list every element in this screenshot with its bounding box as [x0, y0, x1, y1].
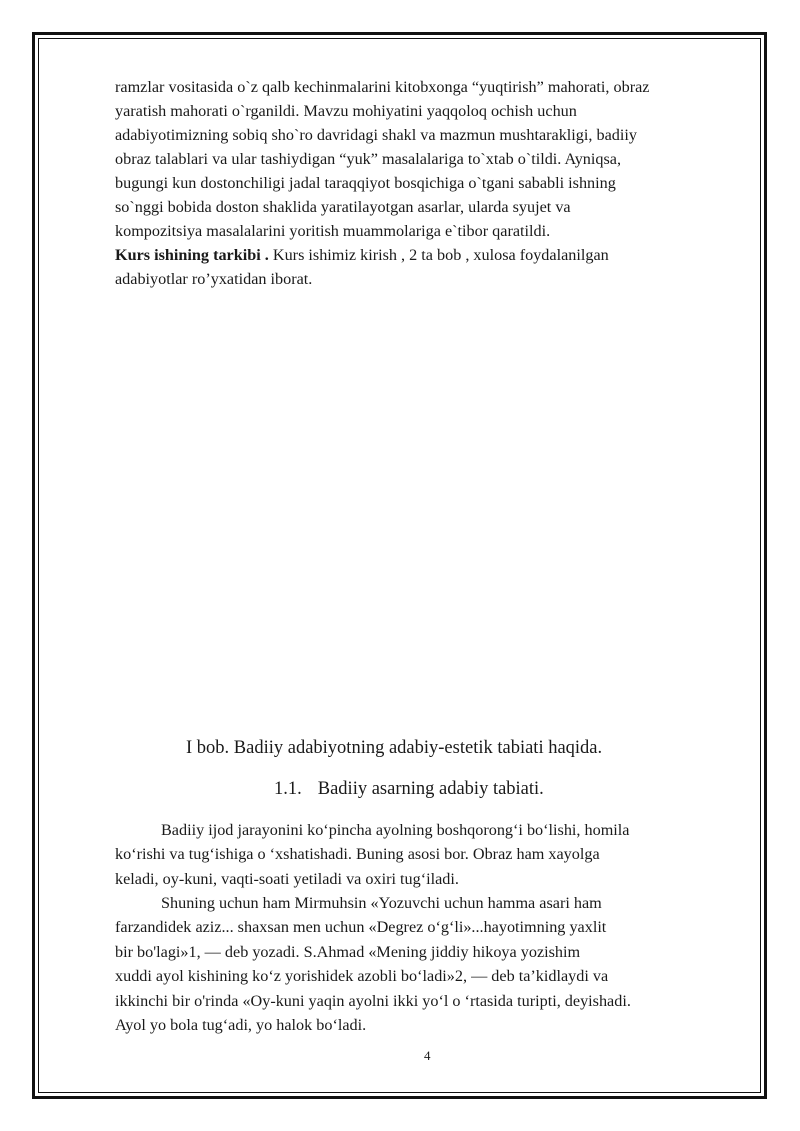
structure-line [115, 245, 609, 265]
structure-label: Kurs ishining tarkibi . [115, 246, 269, 264]
section-title: Badiiy asarning adabiy tabiati. [317, 779, 544, 799]
structure-line-2: adabiyotlar ro’yxatidan iborat. [115, 270, 313, 288]
page-number: 4 [424, 1048, 431, 1063]
body-line-9: Ayol yo bola tug‘adi, yo halok bo‘ladi. [115, 1016, 367, 1034]
intro-line-6: so`nggi bobida doston shaklida yaratilayotgan asarlar, ularda syujet va [115, 198, 571, 216]
body-line-7: xuddi ayol kishining ko‘z yorishidek azobli bo‘ladi»2, — deb ta’kidlaydi va [115, 967, 609, 985]
section-number: 1.1. [274, 779, 302, 799]
body-line-6: bir bo'lagi»1, — deb yozadi. S.Ahmad «Mening jiddiy hikoya yozishim [115, 943, 581, 961]
intro-line-5: bugungi kun dostonchiligi jadal taraqqiyot bosqichiga o`tgani sababli ishning [115, 174, 616, 192]
intro-line-4: obraz talablari va ular tashiydigan “yuk” masalalariga to`xtab o`tildi. Ayniqsa, [115, 150, 621, 168]
section-heading [274, 777, 544, 801]
body-line-5: farzandidek aziz... shaxsan men uchun «Degrez o‘g‘li»...hayotimning yaxlit [115, 918, 607, 936]
intro-line-1: ramzlar vositasida o`z qalb kechinmalarini kitobxonga “yuqtirish” mahorati, obraz [115, 78, 650, 96]
intro-line-3: adabiyotimizning sobiq sho`ro davridagi shakl va mazmun mushtarakligi, badiiy [115, 126, 637, 144]
intro-line-7: kompozitsiya masalalarini yoritish muammolariga e`tibor qaratildi. [115, 222, 551, 240]
body-line-8: ikkinchi bir o'rinda «Oy-kuni yaqin ayolni ikki yo‘l o ‘rtasida turipti, deyishadi. [115, 992, 631, 1010]
structure-text: Kurs ishimiz kirish , 2 ta bob , xulosa foydalanilgan [268, 246, 609, 264]
chapter-title: I bob. Badiiy adabiyotning adabiy-estetik tabiati haqida. [186, 738, 603, 758]
body-line-3: keladi, oy-kuni, vaqti-soati yetiladi va oxiri tug‘iladi. [115, 870, 459, 888]
intro-line-2: yaratish mahorati o`rganildi. Mavzu mohiyatini yaqqoloq ochish uchun [115, 102, 577, 120]
body-line-2: ko‘rishi va tug‘ishiga o ‘xshatishadi. Buning asosi bor. Obraz ham xayolga [115, 845, 600, 863]
body-line-4: Shuning uchun ham Mirmuhsin «Yozuvchi uchun hamma asari ham [161, 894, 602, 912]
body-line-1: Badiiy ijod jarayonini ko‘pincha ayolning boshqorong‘i bo‘lishi, homila [161, 821, 630, 839]
